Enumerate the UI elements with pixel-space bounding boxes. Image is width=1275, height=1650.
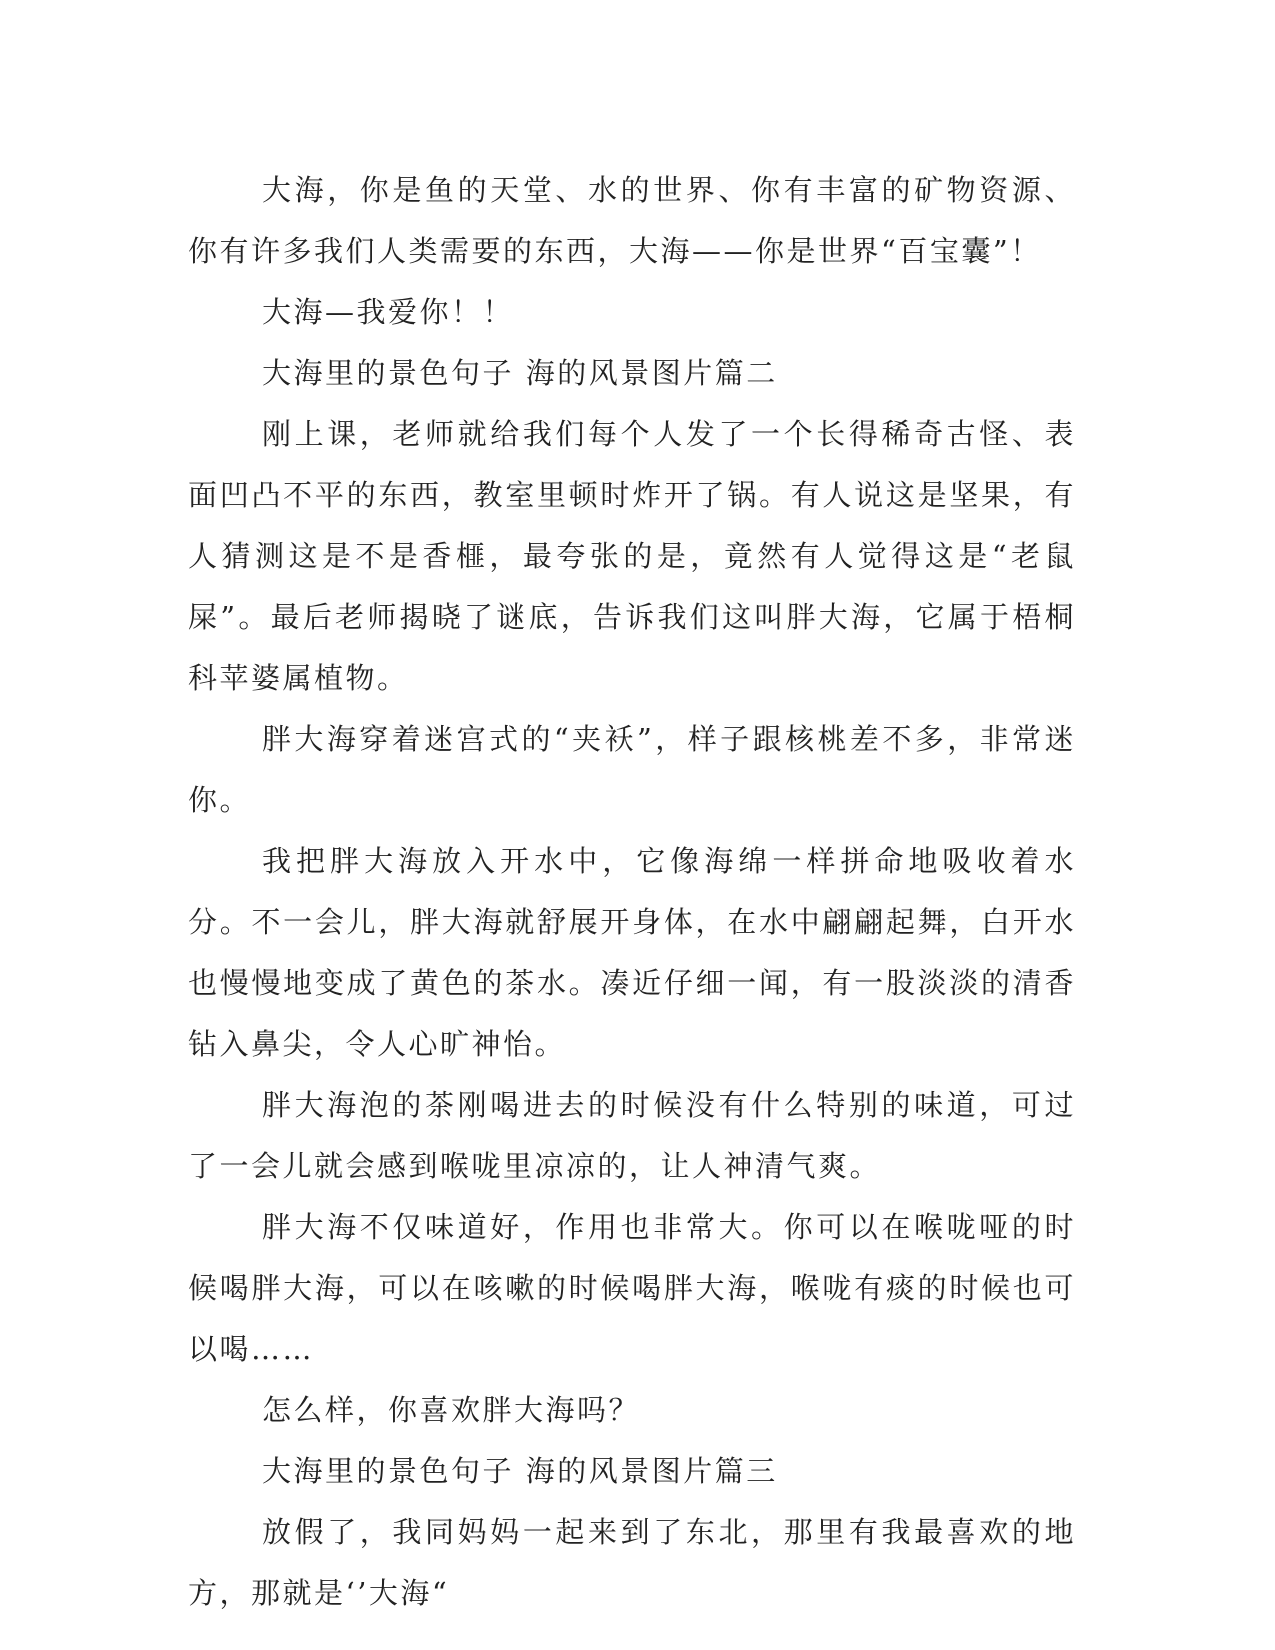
paragraph: 胖大海泡的茶刚喝进去的时候没有什么特别的味道，可过了一会儿就会感到喉咙里凉凉的，让人神清气爽。 — [188, 1088, 1076, 1183]
section-heading: 大海里的景色句子 海的风景图片篇三 — [262, 1454, 778, 1488]
paragraph: 怎么样，你喜欢胖大海吗？ — [262, 1393, 641, 1427]
paragraph: 放假了，我同妈妈一起来到了东北，那里有我最喜欢的地方，那就是‘’大海“ — [188, 1515, 1076, 1610]
paragraph: 大海，你是鱼的天堂、水的世界、你有丰富的矿物资源、你有许多我们人类需要的东西，大海——你是世界“百宝囊”！ — [188, 173, 1076, 268]
section-heading: 大海里的景色句子 海的风景图片篇二 — [262, 356, 778, 390]
paragraph: 刚上课，老师就给我们每个人发了一个长得稀奇古怪、表面凹凸不平的东西，教室里顿时炸开了锅。有人说这是坚果，有人猜测这是不是香榧，最夸张的是，竟然有人觉得这是“老鼠屎”。最后老师揭晓了谜底，告诉我们这叫胖大海，它属于梧桐科苹婆属植物。 — [188, 417, 1076, 695]
paragraph: 大海—我爱你！！ — [262, 295, 515, 329]
paragraph: 我把胖大海放入开水中，它像海绵一样拼命地吸收着水分。不一会儿，胖大海就舒展开身体，在水中翩翩起舞，白开水也慢慢地变成了黄色的茶水。凑近仔细一闻，有一股淡淡的清香钻入鼻尖，令人心旷神怡。 — [188, 844, 1076, 1061]
document-body — [188, 160, 1076, 1624]
paragraph: 胖大海不仅味道好，作用也非常大。你可以在喉咙哑的时候喝胖大海，可以在咳嗽的时候喝胖大海，喉咙有痰的时候也可以喝…… — [188, 1210, 1076, 1366]
paragraph: 胖大海穿着迷宫式的“夹袄”，样子跟核桃差不多，非常迷你。 — [188, 722, 1076, 817]
